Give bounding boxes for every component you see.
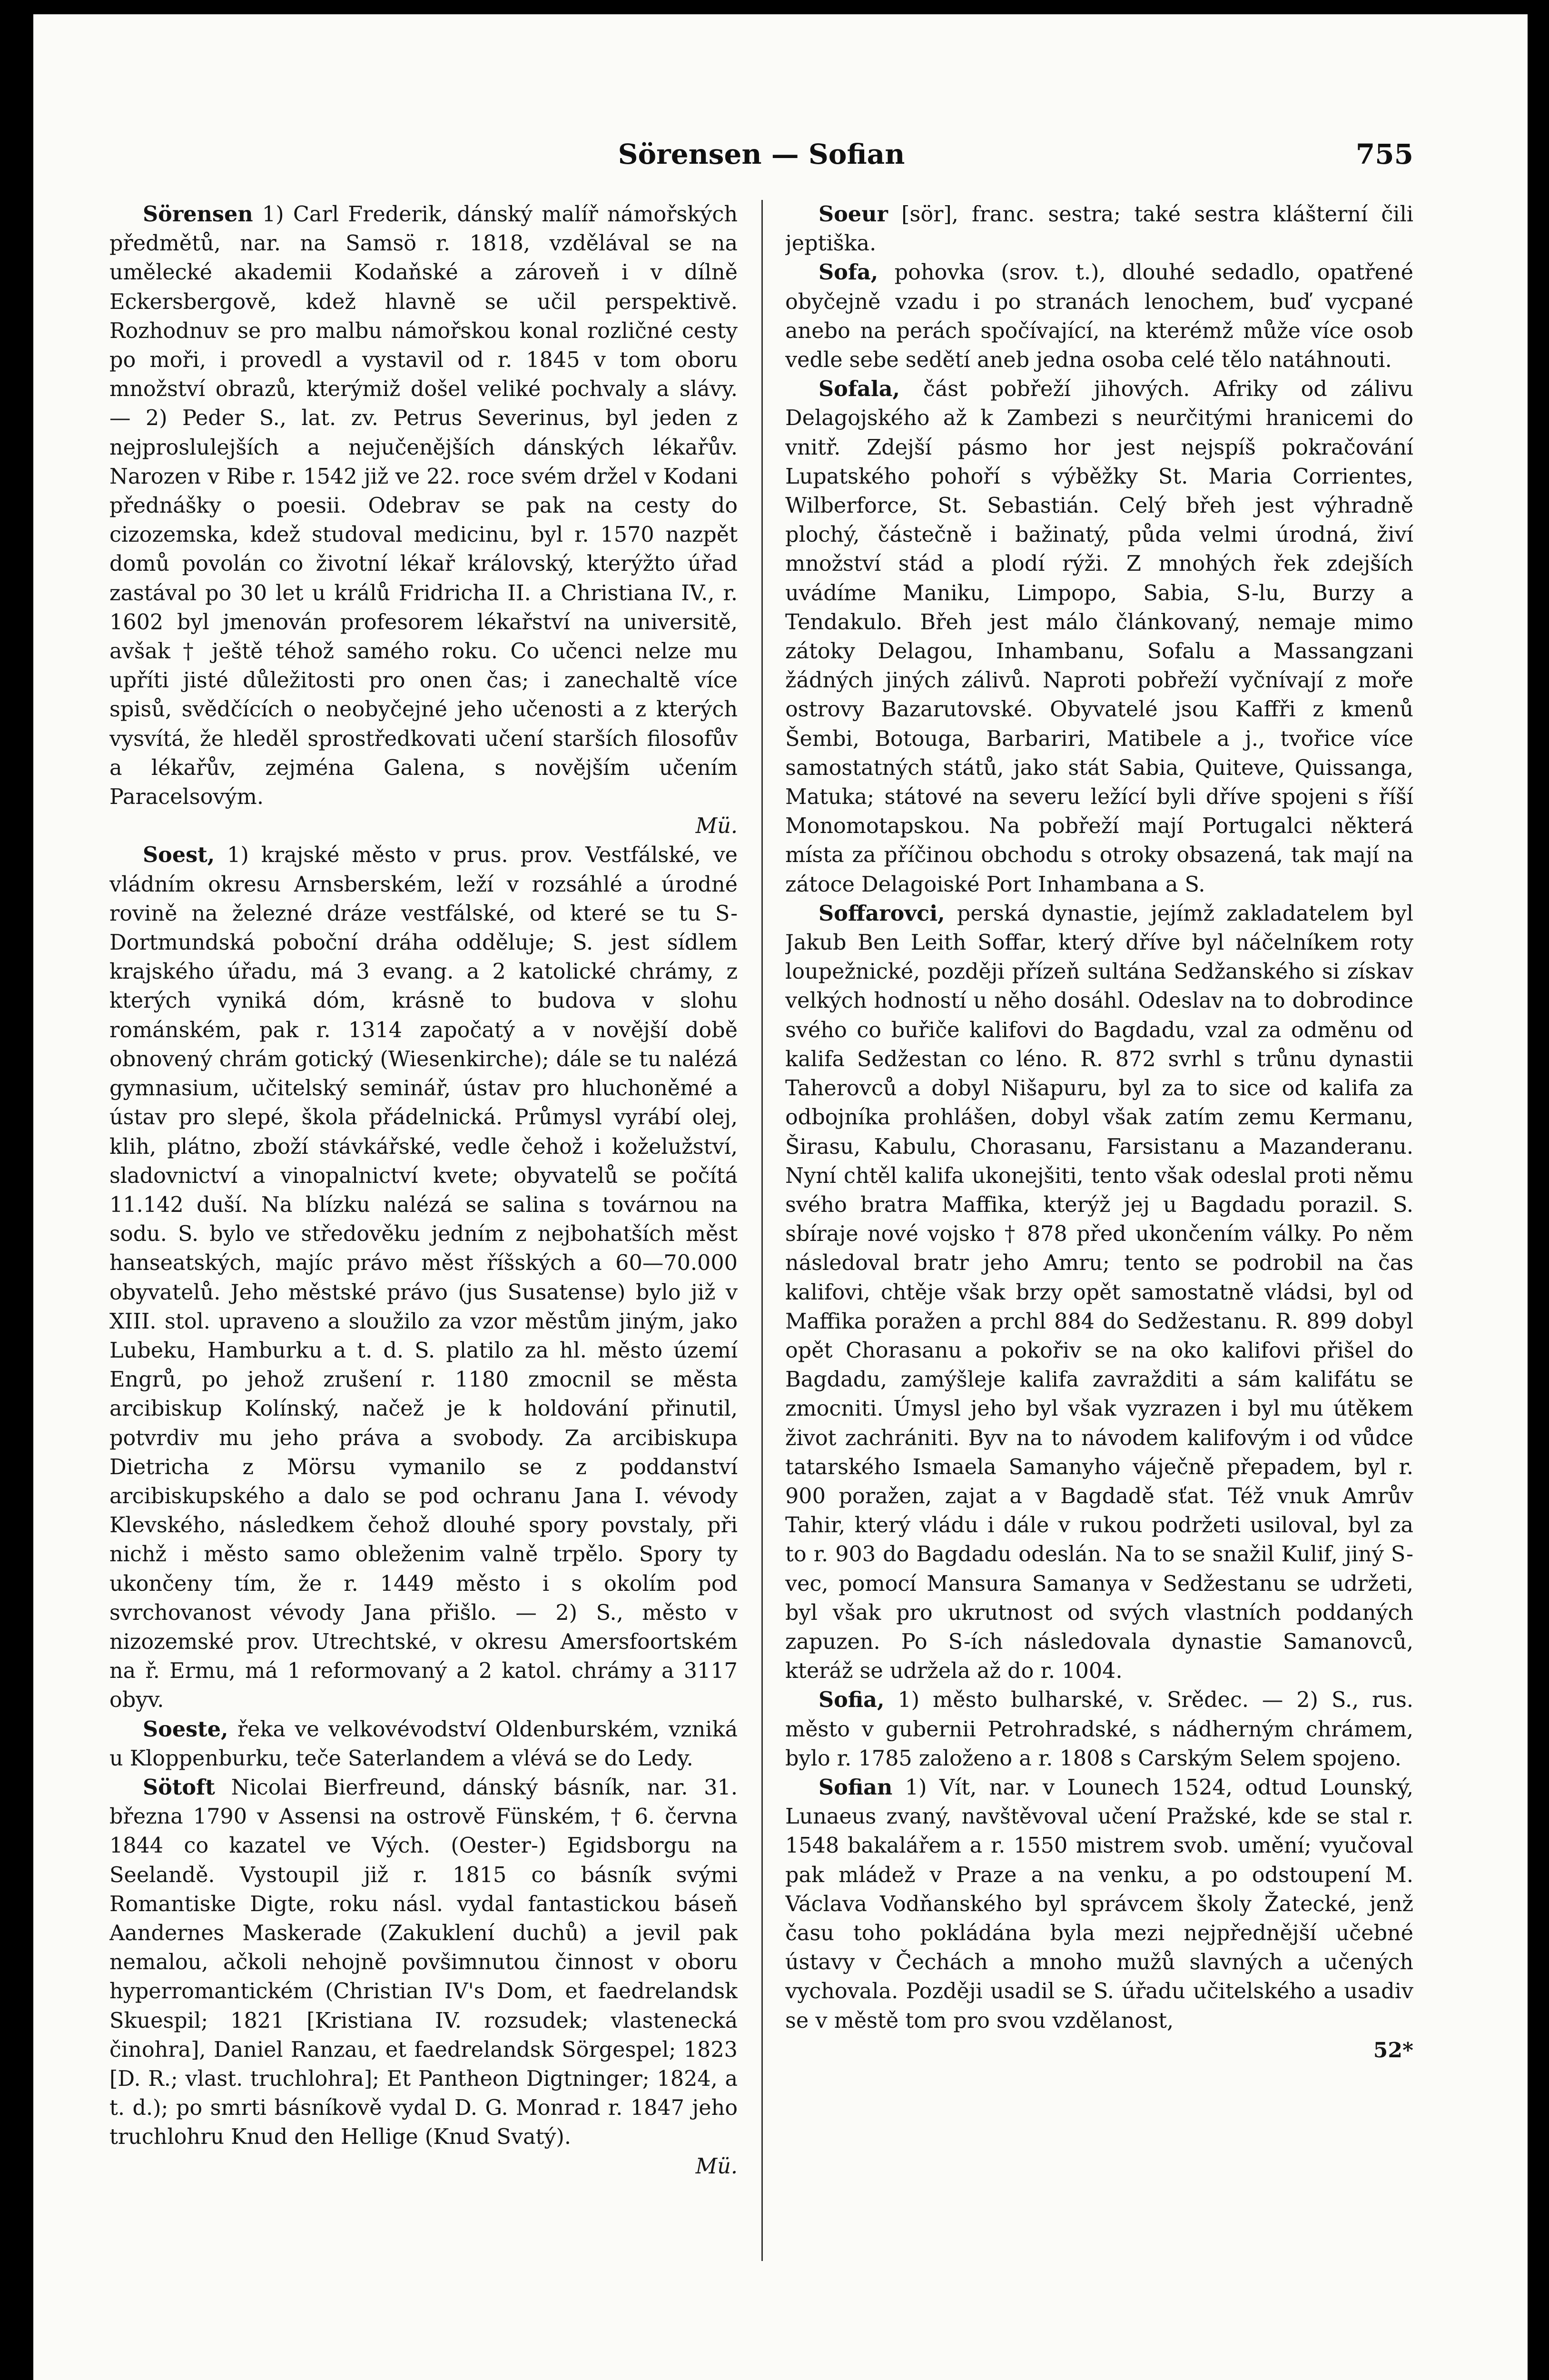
entry-text: Nicolai Bierfreund, dánský básník, nar. 31. března 1790 v Assensi na ostrově Fünském, † 6. června 1844 co kazatel ve Vých. (Oester-) Egidsborgu na Seelandě. Vystoupil již r. 1815 co básník svými Romantiske Digte, roku násl. vydal fantastickou báseň Aandernes Maskerade (Zakuklení duchů) a jevil pak nemalou, ačkoli nehojně povšimnutou činnost v oboru hyperromantickém (Christian IV's Dom, et faedrelandsk Skuespil; 1821 [Kristiana IV. rozsudek; vlastenecká činohra], Daniel Ranzau, et faedrelandsk Sörgespel; 1823 [D. R.; vlast. truchlohra]; Et Pantheon Digtninger; 1824, a t. d.); po smrti básníkově vydal D. G. Monrad r. 1847 jeho truchlohru Knud den Hellige (Knud Svatý). xyxy=(109,1775,738,2150)
entry-sofian xyxy=(785,1773,1413,2035)
entry-term: Soeur xyxy=(819,202,888,227)
right-column xyxy=(785,200,1413,2380)
entry-sofala xyxy=(785,375,1413,899)
text-columns xyxy=(109,200,1413,2380)
entry-text: řeka ve velkovévodství Oldenburském, vzniká u Kloppenburku, teče Saterlandem a vlévá se do Ledy. xyxy=(109,1717,738,1771)
entry-sotoft xyxy=(109,1773,738,2181)
entry-soest xyxy=(109,841,738,1715)
entry-text: 1) Vít, nar. v Lounech 1524, odtud Lounský, Lunaeus zvaný, navštěvoval učení Pražské, kde se stal r. 1548 bakalářem a r. 1550 mistrem svob. umění; vyučoval pak mládež v Praze a na venku, a po odstoupení M. Václava Vodňanského byl správcem školy Žatecké, jenž času toho pokládána byla mezi nejpřednější učebné ústavy v Čechách a mnoho mužů slavných a učených vychovala. Později usadil se S. úřadu učitelského a usadiv se v městě tom pro svou vzdělanost, xyxy=(785,1775,1413,2033)
entry-text: 1) město bulharské, v. Srědec. — 2) S., rus. město v gubernii Petrohradské, s nádherným chrámem, bylo r. 1785 založeno a r. 1808 s Carským Selem spojeno. xyxy=(785,1688,1413,1771)
entry-soeste xyxy=(109,1715,738,1773)
entry-term: Sötoft xyxy=(143,1775,215,1800)
entry-term: Sofala, xyxy=(819,377,900,402)
entry-term: Sofia, xyxy=(819,1687,885,1713)
entry-soeur xyxy=(785,200,1413,258)
entry-text: 1) Carl Frederik, dánský malíř námořských předmětů, nar. na Samsö r. 1818, vzdělával se na umělecké akademii Kodaňské a zároveň i v dílně Eckersbergově, kdež hlavně se učil perspektivě. Rozhodnuv se pro malbu námořskou konal rozličné cesty po moři, i provedl a vystavil od r. 1845 v tom oboru množství obrazů, kterýmiž došel veliké pochvaly a slávy. — 2) Peder S., lat. zv. Petrus Severinus, byl jeden z nejproslulejších a nejučenějších dánských lékařův. Narozen v Ribe r. 1542 již ve 22. roce svém držel v Kodani přednášky o poesii. Odebrav se pak na cesty do cizozemska, kdež studoval medicinu, byl r. 1570 nazpět domů povolán co životní lékař královský, kterýžto úřad zastával po 30 let u králů Fridricha II. a Christiana IV., r. 1602 byl jmenován profesorem lékařství na universitě, avšak † ještě téhož samého roku. Co učenci nelze mu upříti jisté důležitosti pro onen čas; i zanechaltě více spisů, svědčících o neobyčejné jeho učenosti a z kterých vysvítá, že hleděl sprostředkovati učení starších filosofův a lékařův, zejména Galena, s novějším učením Paracelsovým. xyxy=(109,202,738,810)
entry-sofa xyxy=(785,258,1413,375)
entry-text: [sör], franc. sestra; také sestra klášterní čili jeptiška. xyxy=(785,202,1413,256)
entry-term: Sörensen xyxy=(143,202,253,227)
entry-term: Sofa, xyxy=(819,260,878,285)
signature-mark: 52* xyxy=(1373,2038,1413,2063)
entry-sorensen xyxy=(109,200,738,841)
entry-term: Sofian xyxy=(819,1775,893,1800)
entry-term: Soeste, xyxy=(143,1716,228,1742)
column-divider xyxy=(761,200,763,2261)
page-number: 755 xyxy=(1355,138,1413,170)
entry-author: Mü. xyxy=(695,2154,738,2179)
running-head: Sörensen — Sofian xyxy=(618,138,905,170)
entry-author: Mü. xyxy=(695,814,738,839)
entry-soffarovci xyxy=(785,899,1413,1686)
page-header xyxy=(109,138,1413,181)
left-column xyxy=(109,200,738,2380)
entry-term: Soffarovci, xyxy=(819,901,945,926)
entry-text: perská dynastie, jejímž zakladatelem byl Jakub Ben Leith Soffar, který dříve byl náčelníkem roty loupežnické, později přízeň sultána Sedžanského si získav velkých hodností u něho dosáhl. Odeslav na to dobrodince svého co buřiče kalifovi do Bagdadu, vzal za odměnu od kalifa Sedžestan co léno. R. 872 svrhl s trůnu dynastii Taherovců a dobyl Nišapuru, byl za to sice od kalifa za odbojníka prohlášen, dobyl však zatím zemu Kermanu, Širasu, Kabulu, Chorasanu, Farsistanu a Mazanderanu. Nyní chtěl kalifa ukonejšiti, tento však odeslal proti němu svého bratra Maffika, kterýž jej u Bagdadu porazil. S. sbíraje nové vojsko † 878 před ukončením války. Po něm následoval bratr jeho Amru; tento se podrobil na čas kalifovi, chtěje však brzy opět samostatně vládsi, byl od Maffika poražen a prchl 884 do Sedžestanu. R. 899 dobyl opět Chorasanu a pokořiv se na oko kalifovi přišel do Bagdadu, zamýšleje kalifa zavražditi a sám kalifátu se zmocniti. Úmysl jeho byl však vyzrazen i byl mu útěkem život zachrániti. Byv na to návodem kalifovým i od vůdce tatarského Ismaela Samanyho váječně přepadem, byl r. 900 poražen, zajat a v Bagdadě sťat. Též vnuk Amrův Tahir, který vládu i dále v rukou podržeti usiloval, byl za to r. 903 do Bagdadu odeslán. Na to se snažil Kulif, jiný S-vec, pomocí Mansura Samanya v Sedžestanu se udržeti, byl však pro ukrutnost od svých vlastních poddaných zapuzen. Po S-ích následovala dynastie Samanovců, kteráž se udržela až do r. 1004. xyxy=(785,901,1413,1684)
entry-sofia xyxy=(785,1686,1413,1773)
entry-text: 1) krajské město v prus. prov. Vestfálské, ve vládním okresu Arnsberském, leží v rozsáhlé a úrodné rovině na železné dráze vestfálské, od které se tu S-Dortmundská poboční dráha odděluje; S. jest sídlem krajského úřadu, má 3 evang. a 2 katolické chrámy, z kterých vyniká dóm, krásně to budova v slohu románském, pak r. 1314 započatý a v novější době obnovený chrám gotický (Wiesenkirche); dále se tu nalézá gymnasium, učitelský seminář, ústav pro hluchoněmé a ústav pro slepé, škola přádelnická. Průmysl vyrábí olej, klih, plátno, zboží stávkářské, vedle čehož i koželužství, sladovnictví a vinopalnictví kvete; obyvatelů se počítá 11.142 duší. Na blízku nalézá se salina s továrnou na sodu. S. bylo ve středověku jedním z nejbohatších měst hanseatských, majíc právo měst říšských a 60—70.000 obyvatelů. Jeho městské právo (jus Susatense) bylo již v XIII. stol. upraveno a sloužilo za vzor městům jiným, jako Lubeku, Hamburku a t. d. S. platilo za hl. město území Engrů, po jehož zrušení r. 1180 zmocnil se města arcibiskup Kolínský, načež je k holdování přinutil, potvrdiv mu jeho práva a svobody. Za arcibiskupa Dietricha z Mörsu vymanilo se z poddanství arcibiskupského a dalo se pod ochranu Jana I. vévody Klevského, následkem čehož dlouhé spory povstaly, při nichž i město samo obleženim valně trpělo. Spory ty ukončeny tím, že r. 1449 město i s okolím pod svrchovanost vévody Jana přišlo. — 2) S., město v nizozemské prov. Utrechtské, v okresu Amersfoortském na ř. Ermu, má 1 reformovaný a 2 katol. chrámy a 3117 obyv. xyxy=(109,843,738,1713)
entry-text: část pobřeží jihových. Afriky od zálivu Delagojského až k Zambezi s neurčitými hranicemi do vnitř. Zdejší pásmo hor jest nejspíš pokračování Lupatského pohoří s výběžky St. Maria Corrientes, Wilberforce, St. Sebastián. Celý břeh jest výhradně plochý, částečně i bažinatý, půda velmi úrodná, živí množství stád a plodí rýži. Z mnohých řek zdejších uvádíme Maniku, Limpopo, Sabia, S-lu, Burzy a Tendakulo. Břeh jest málo článkovaný, nemaje mimo zátoky Delagou, Inhambanu, Sofalu a Massangzani žádných jiných zálivů. Naproti pobřeží vyčnívají z moře ostrovy Bazarutovské. Obyvatelé jsou Kaffři z kmenů Šembi, Botouga, Barbariri, Matibele a j., tvořice více samostatných států, jako stát Sabia, Quiteve, Quissanga, Matuka; státové na severu ležící byli dříve spojeni s říší Monomotapskou. Na pobřeží mají Portugalci některá místa za příčinou obchodu s otroky obsazená, tak mají na zátoce Delagoiské Port Inhambana a S. xyxy=(785,377,1413,897)
entry-term: Soest, xyxy=(143,843,215,868)
entry-text: pohovka (srov. t.), dlouhé sedadlo, opatřené obyčejně vzadu i po stranách lenochem, buď vycpané anebo na perách spočívající, na kterémž může více osob vedle sebe sedětí aneb jedna osoba celé tělo natáhnouti. xyxy=(785,260,1413,373)
